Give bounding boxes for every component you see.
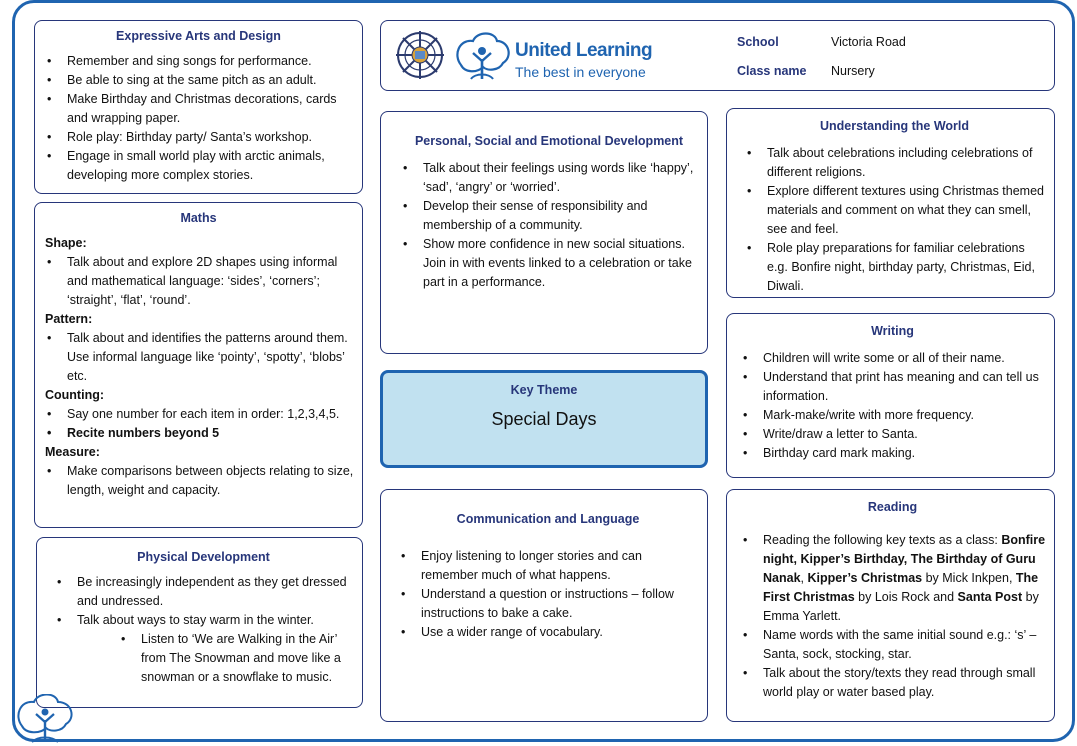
- list-item: • Use a wider range of vocabulary.: [421, 623, 699, 642]
- class-row: [737, 62, 806, 81]
- pattern-label: Pattern:: [45, 312, 93, 326]
- expressive-arts-box: [34, 20, 363, 194]
- school-value: Victoria Road: [831, 35, 906, 49]
- maths-title: Maths: [180, 211, 217, 225]
- list-item: • Make comparisons between objects relating to size, length, weight and capacity.: [67, 462, 354, 500]
- list-item: • Birthday card mark making.: [763, 444, 1046, 463]
- author: by Lois Rock and: [854, 590, 958, 604]
- communication-box: [380, 489, 708, 722]
- list-item: • Role play preparations for familiar celebrations e.g. Bonfire night, birthday party, Christmas, Eid, Diwali.: [767, 239, 1046, 296]
- world-box: [726, 108, 1055, 298]
- maths-box: [34, 202, 363, 528]
- key-theme-label: Key Theme: [510, 383, 578, 397]
- measure-label: Measure:: [45, 445, 100, 459]
- physical-box: [36, 537, 363, 708]
- list-item: • Engage in small world play with arctic animals, developing more complex stories.: [67, 147, 354, 185]
- school-row: [737, 33, 779, 52]
- list-item: • Be increasingly independent as they get dressed and undressed.: [77, 573, 354, 611]
- list-item: • Talk about ways to stay warm in the winter.: [77, 611, 354, 630]
- list-item: • Talk about and explore 2D shapes using informal and mathematical language: ‘sides’, ‘corners’; ‘straight’, ‘flat’, ‘round’.: [67, 253, 354, 310]
- class-value: Nursery: [831, 64, 875, 78]
- list-item: • Children will write some or all of their name.: [763, 349, 1046, 368]
- expressive-arts-title: Expressive Arts and Design: [116, 29, 281, 43]
- communication-title: Communication and Language: [456, 512, 640, 526]
- list-item: • Make Birthday and Christmas decorations, cards and wrapping paper.: [67, 90, 354, 128]
- list-item: • Understand that print has meaning and can tell us information.: [763, 368, 1046, 406]
- book-titles: Bonfire night, Kipper’s Birthday, The Birthday of Guru Nanak: [763, 533, 1046, 585]
- school-label: School: [737, 35, 779, 49]
- world-title: Understanding the World: [819, 119, 970, 133]
- header-box: [380, 20, 1055, 91]
- separator: ,: [800, 571, 808, 585]
- shape-label: Shape:: [45, 236, 87, 250]
- united-learning-tree-icon: [453, 31, 511, 81]
- author: by Mick Inkpen,: [922, 571, 1016, 585]
- list-item: • Be able to sing at the same pitch as an adult.: [67, 71, 354, 90]
- list-item: • Talk about their feelings using words like ‘happy’, ‘sad’, ‘angry’ or ‘worried’.: [423, 159, 699, 197]
- list-item: • Listen to ‘We are Walking in the Air’ from The Snowman and move like a snowman or a snowflake to music.: [141, 630, 354, 687]
- writing-title: Writing: [871, 324, 914, 338]
- logo-area: [391, 27, 651, 87]
- expressive-arts-list: [43, 52, 354, 185]
- class-label: Class name: [737, 64, 807, 78]
- list-item: • Enjoy listening to longer stories and can remember much of what happens.: [421, 547, 699, 585]
- physical-title: Physical Development: [137, 550, 270, 564]
- key-theme-box: [380, 370, 708, 468]
- psed-title: Personal, Social and Emotional Development: [414, 134, 684, 148]
- list-item: • Show more confidence in new social situations. Join in with events linked to a celebration or take part in a performance.: [423, 235, 699, 292]
- writing-box: [726, 313, 1055, 478]
- list-item: • Talk about and identifies the patterns around them. Use informal language like ‘pointy’, ‘spotty’, ‘blobs’ etc.: [67, 329, 354, 386]
- list-item: • Understand a question or instructions – follow instructions to bake a cake.: [421, 585, 699, 623]
- author: by Emma Yarlett.: [763, 590, 1039, 623]
- list-item: • Develop their sense of responsibility and membership of a community.: [423, 197, 699, 235]
- list-item: • Talk about celebrations including celebrations of different religions.: [767, 144, 1046, 182]
- book-title: Santa Post: [957, 590, 1023, 604]
- reading-intro: Reading the following key texts as a class:: [763, 533, 998, 547]
- list-item: • Role play: Birthday party/ Santa’s workshop.: [67, 128, 354, 147]
- book-title: Kipper’s Christmas: [807, 571, 923, 585]
- list-item: • Name words with the same initial sound e.g.: ‘s’ – Santa, sock, stocking, star.: [763, 626, 1046, 664]
- reading-title: Reading: [867, 500, 918, 514]
- brand-name: United Learning: [515, 40, 653, 61]
- reading-box: [726, 489, 1055, 722]
- counting-label: Counting:: [45, 388, 105, 402]
- list-item: • Say one number for each item in order: 1,2,3,4,5.: [67, 405, 354, 424]
- list-item: • Write/draw a letter to Santa.: [763, 425, 1046, 444]
- brand-tagline: The best in everyone: [515, 64, 646, 80]
- school-crest-icon: [395, 29, 445, 81]
- united-learning-corner-logo-icon: [14, 694, 78, 744]
- list-item: • Recite numbers beyond 5: [67, 424, 354, 443]
- book-title: The First Christmas: [763, 571, 1039, 604]
- list-item: • Remember and sing songs for performance.: [67, 52, 354, 71]
- list-item: [763, 531, 1046, 626]
- list-item: • Mark-make/write with more frequency.: [763, 406, 1046, 425]
- key-theme-value: Special Days: [491, 409, 597, 429]
- list-item: • Talk about the story/texts they read through small world play or water based play.: [763, 664, 1046, 702]
- psed-box: [380, 111, 708, 354]
- list-item: • Explore different textures using Christmas themed materials and comment on what they can smell, see and feel.: [767, 182, 1046, 239]
